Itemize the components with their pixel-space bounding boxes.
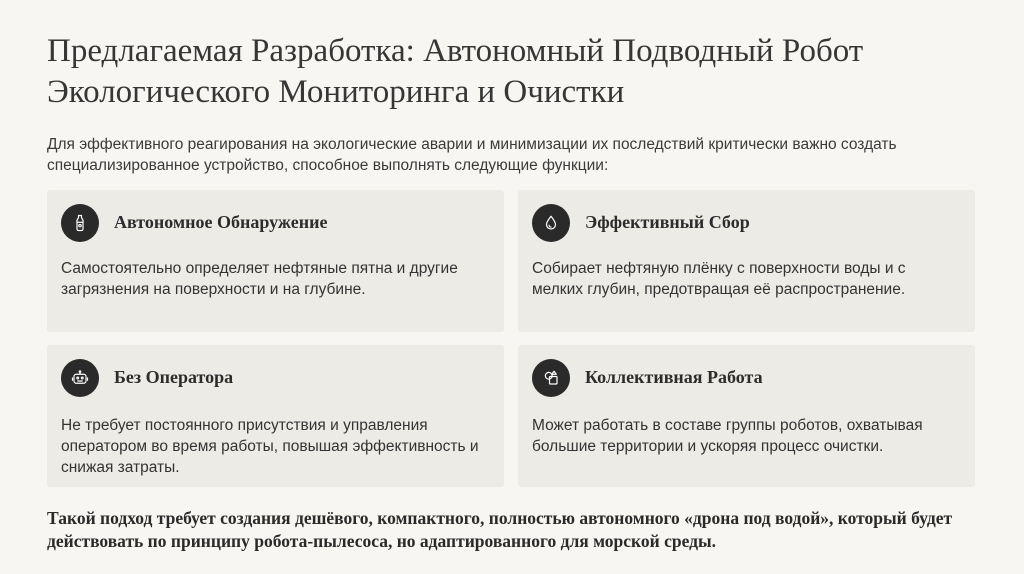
card-title: Автономное Обнаружение: [114, 212, 328, 232]
shapes-icon: [532, 359, 570, 397]
card-description: Собирает нефтяную плёнку с поверхности воды и с мелких глубин, предотвращая её распространение.: [532, 260, 906, 298]
robot-icon: [61, 359, 99, 397]
card-description: Самостоятельно определяет нефтяные пятна и другие загрязнения на поверхности и на глубине.: [61, 260, 458, 298]
card-description: Не требует постоянного присутствия и управления оператором во время работы, повышая эффективность и снижая затраты.: [61, 417, 479, 476]
card-description: Может работать в составе группы роботов, охватывая большие территории и ускоряя процесс очистки.: [532, 417, 923, 455]
card-title: Без Оператора: [114, 367, 234, 387]
feature-card-autonomous-detection: [47, 190, 504, 332]
feature-card-efficient-collection: [518, 190, 975, 332]
page-title: Предлагаемая Разработка: Автономный Подводный Робот Экологического Мониторинга и Очистки: [47, 33, 864, 110]
card-title: Эффективный Сбор: [585, 212, 750, 232]
conclusion-text: Такой подход требует создания дешёвого, компактного, полностью автономного «дрона под водой», который будет действовать по принципу робота-пылесоса, но адаптированного для морской среды.: [47, 508, 953, 551]
feature-card-collective-work: [518, 345, 975, 487]
card-title: Коллективная Работа: [585, 367, 763, 387]
intro-text: Для эффективного реагирования на экологические аварии и минимизации их последствий критически важно создать специализированное устройство, способное выполнять следующие функции:: [47, 136, 897, 174]
droplet-icon: [532, 204, 570, 242]
bottle-icon: [61, 204, 99, 242]
feature-card-no-operator: [47, 345, 504, 487]
